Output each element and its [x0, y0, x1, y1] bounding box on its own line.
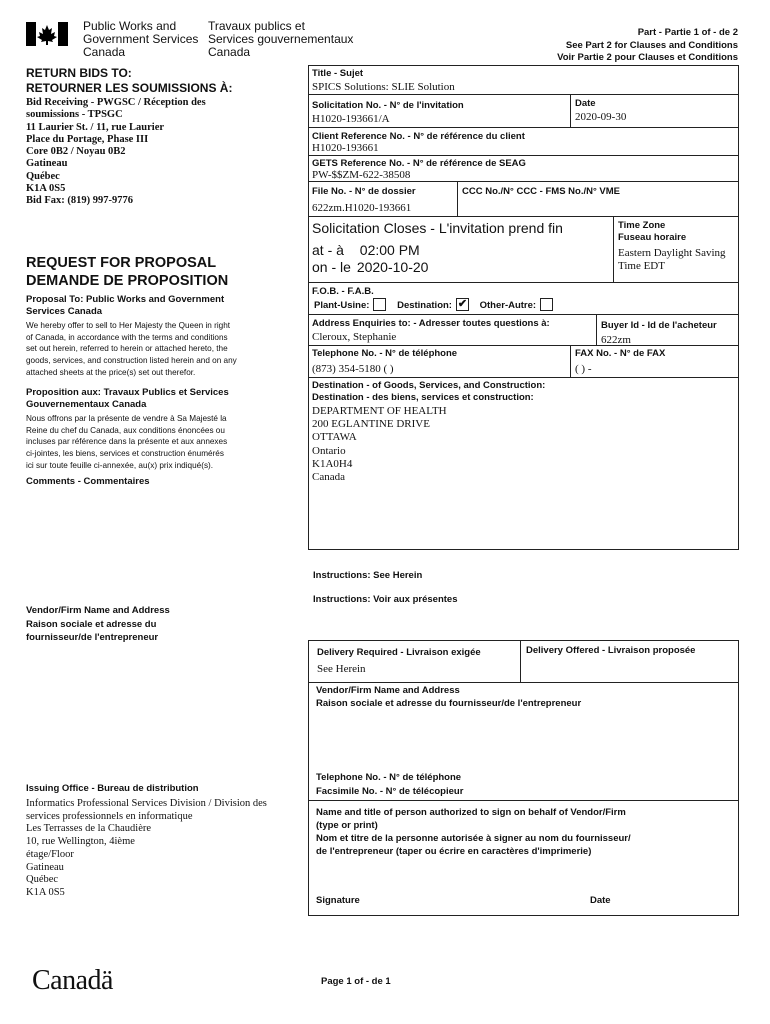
- comments-label: Comments - Commentaires: [26, 476, 150, 487]
- solicitation-number-label: Solicitation No. - N° de l'invitation: [312, 100, 464, 111]
- vendor-firm-label: Vendor/Firm Name and Address Raison sociale et adresse du fournisseur/de l'entrepreneur: [316, 685, 582, 709]
- time-zone-value: Eastern Daylight Saving Time EDT: [618, 247, 726, 272]
- destination-label: Destination:: [397, 300, 452, 312]
- on-label: on - le: [312, 259, 351, 275]
- at-label: at - à: [312, 242, 344, 258]
- proposition-text: Nous offrons par la présente de vendre à Sa Majesté la Reine du chef du Canada, aux conditions énoncées ou incluses par référence dans la présente et aux annexes ci-jointes, les biens, services et construction énumérés ici sur toute feuille ci-annexée, au(x) prix indiqué(s).: [26, 414, 228, 470]
- return-bids-title: RETURN BIDS TO: RETOURNER LES SOUMISSIONS À:: [26, 66, 233, 95]
- issuing-office-address: Informatics Professional Services Division / Division des services professionnels en informatique Les Terrasses de la Chaudière 10, rue Wellington, 4ième étage/Floor Gatineau Québec K1A 0S5: [26, 798, 267, 898]
- address-enquiries-label: Address Enquiries to: - Adresser toutes questions à:: [312, 318, 550, 329]
- department-name-fr: Travaux publics et Services gouvernementaux Canada: [208, 19, 354, 59]
- signature-label: Signature: [316, 895, 360, 906]
- canada-flag-icon: [26, 22, 68, 46]
- vendor-firm-left-label: Vendor/Firm Name and Address Raison sociale et adresse du fournisseur/de l'entrepreneur: [26, 605, 170, 643]
- gets-reference-value: PW-$$ZM-622-38508: [312, 169, 411, 181]
- authorized-signer-label: Name and title of person authorized to sign on behalf of Vendor/Firm (type or print) Nom et titre de la personne autorisée à signer au nom du fournisseur/ de l'entrepreneur (taper ou écrire en caractères d'imprimerie): [316, 807, 631, 857]
- time-zone-label: Time Zone Fuseau horaire: [618, 220, 687, 243]
- closing-date-value: 2020-10-20: [356, 259, 429, 275]
- other-label: Other-Autre:: [479, 300, 537, 312]
- page-number: Page 1 of - de 1: [321, 976, 391, 987]
- ccc-fms-label: CCC No./N° CCC - FMS No./N° VME: [462, 186, 621, 197]
- proposal-to-label: Proposal To: Public Works and Government Services Canada: [26, 294, 225, 317]
- delivery-offered-label: Delivery Offered - Livraison proposée: [526, 645, 696, 656]
- delivery-required-label: Delivery Required - Livraison exigée: [317, 647, 481, 658]
- destination-address: DEPARTMENT OF HEALTH 200 EGLANTINE DRIVE OTTAWA Ontario K1A0H4 Canada: [312, 405, 447, 484]
- fob-label: F.O.B. - F.A.B.: [312, 286, 374, 297]
- destination-goods-label: Destination - of Goods, Services, and Construction: Destination - des biens, services et construction:: [312, 380, 546, 403]
- proposal-to-text: We hereby offer to sell to Her Majesty the Queen in right of Canada, in accordance with the terms and conditions set out herein, referred to herein or attached hereto, the goods, services, and construction listed herein and on any attached sheets at the price(s) set out therefor.: [26, 321, 237, 377]
- closing-time-row: [312, 242, 420, 258]
- instructions-en: Instructions: See Herein: [313, 570, 423, 581]
- delivery-required-value: See Herein: [317, 663, 366, 675]
- issuing-office-label: Issuing Office - Bureau de distribution: [26, 783, 199, 794]
- instructions-fr: Instructions: Voir aux présentes: [313, 594, 458, 605]
- signature-date-label: Date: [590, 895, 611, 906]
- date-label: Date: [575, 98, 596, 109]
- client-reference-label: Client Reference No. - N° de référence du client: [312, 131, 525, 142]
- canada-wordmark: Canadä: [32, 965, 113, 996]
- phone-fax-label: Telephone No. - N° de téléphone Facsimile No. - N° de télécopieur: [316, 772, 464, 797]
- part-indicator: Part - Partie 1 of - de 2 See Part 2 for Clauses and Conditions Voir Partie 2 pour Clauses et Conditions: [557, 27, 738, 63]
- gets-reference-label: GETS Reference No. - N° de référence de SEAG: [312, 158, 526, 169]
- authorized-signer-input[interactable]: [312, 862, 734, 890]
- file-number-label: File No. - N° de dossier: [312, 186, 416, 197]
- address-enquiries-value: Cleroux, Stephanie: [312, 331, 397, 343]
- destination-checkbox[interactable]: ✔: [457, 298, 468, 310]
- closing-date-row: [312, 259, 428, 275]
- solicitation-number-value: H1020-193661/A: [312, 113, 390, 125]
- telephone-value: (873) 354-5180 ( ): [312, 363, 394, 375]
- rfp-title: REQUEST FOR PROPOSAL DEMANDE DE PROPOSITION: [26, 255, 229, 289]
- vendor-firm-input[interactable]: [312, 712, 734, 768]
- return-bids-address: Bid Receiving - PWGSC / Réception des soumissions - TPSGC 11 Laurier St. / 11, rue Laurier Place du Portage, Phase III Core 0B2 / Noyau 0B2 Gatineau Québec K1A 0S5 Bid Fax: (819) 997-9776: [26, 97, 206, 207]
- fax-value: ( ) -: [575, 363, 592, 375]
- title-value: SPICS Solutions: SLIE Solution: [312, 81, 455, 93]
- buyer-id-value: 622zm: [601, 334, 631, 344]
- buyer-id-label: Buyer Id - Id de l'acheteur: [601, 320, 717, 331]
- telephone-label: Telephone No. - N° de téléphone: [312, 348, 458, 359]
- title-label: Title - Sujet: [312, 68, 364, 79]
- date-value: 2020-09-30: [575, 111, 627, 123]
- solicitation-closes-title: Solicitation Closes - L'invitation prend fin: [312, 220, 563, 236]
- file-number-value: 622zm.H1020-193661: [312, 202, 412, 214]
- department-name-en: Public Works and Government Services Canada: [83, 19, 199, 59]
- proposition-label: Proposition aux: Travaux Publics et Services Gouvernementaux Canada: [26, 387, 229, 410]
- other-checkbox[interactable]: [540, 298, 553, 311]
- fob-options: [314, 299, 559, 312]
- plant-label: Plant-Usine:: [314, 300, 370, 312]
- closing-time-value: 02:00 PM: [359, 242, 420, 258]
- client-reference-value: H1020-193661: [312, 142, 379, 154]
- plant-checkbox[interactable]: [373, 298, 386, 311]
- fax-label: FAX No. - N° de FAX: [575, 348, 666, 359]
